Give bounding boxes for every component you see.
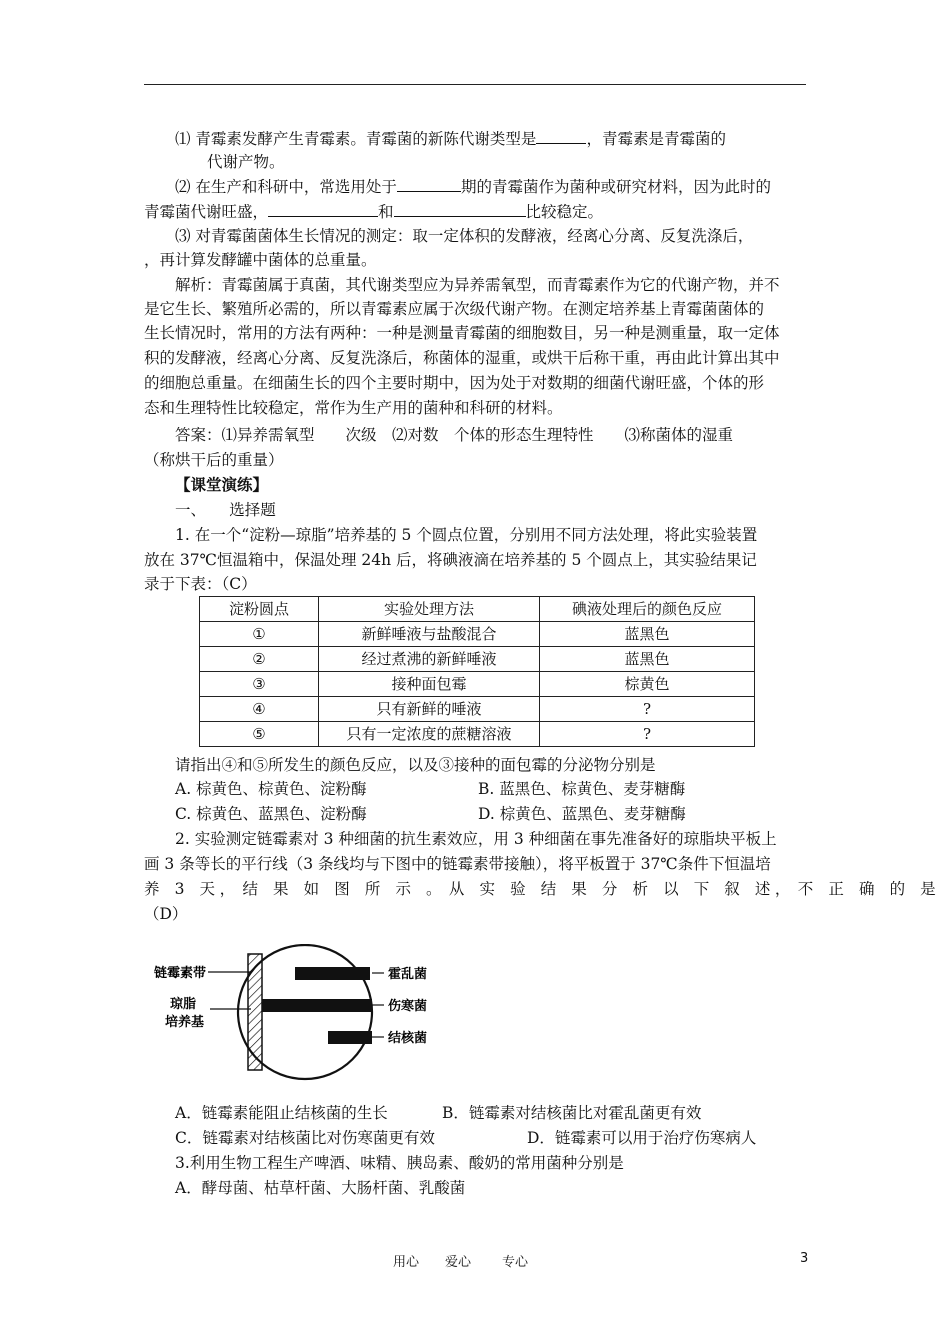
q2-stem-line: 2. 实验测定链霉素对 3 种细菌的抗生素效应，用 3 种细菌在事先准备好的琼脂块平板上 (175, 830, 777, 848)
page-number: 3 (800, 1251, 809, 1266)
streptomycin-experiment-figure (150, 944, 450, 1084)
label-typhoid: 伤寒菌 (388, 999, 428, 1014)
table-cell: ② (200, 647, 319, 672)
q1-option-d: D. 棕黄色、蓝黑色、麦芽糖酶 (478, 805, 686, 823)
q2-stem-line: 养 3 天 ， 结 果 如 图 所 示 。 从 实 验 结 果 分 析 以 下 叙 述 ， 不 正 确 的 是 (144, 880, 936, 898)
analysis-line: 积的发酵液，经离心分离、反复洗涤后，称菌体的湿重，或烘干后称干重，再由此计算出其中 (144, 349, 780, 367)
footer-motto: 专心 (502, 1255, 529, 1270)
table-cell: 只有新鲜的唾液 (319, 697, 540, 722)
table-cell: ③ (200, 672, 319, 697)
table-cell: 经过煮沸的新鲜唾液 (319, 647, 540, 672)
q1-stem-line: 放在 37℃恒温箱中，保温处理 24h 后，将碘液滴在培养基的 5 个圆点上，其实验结果记 (144, 551, 757, 569)
text: 期的青霉菌作为菌种或研究材料，因为此时的 (460, 178, 771, 196)
q2-stem-line: （D） (144, 905, 188, 923)
q-intro-line-4 (144, 200, 603, 223)
q2-option-c: C．链霉素对结核菌比对伤寒菌更有效 (175, 1129, 435, 1147)
table-header-cell: 实验处理方法 (319, 597, 540, 622)
text: 和 (378, 203, 394, 221)
table-cell: 只有一定浓度的蔗糖溶液 (319, 722, 540, 747)
q2-stem-line: 画 3 条等长的平行线（3 条线均与下图中的链霉素带接触），将平板置于 37℃条件下恒温培 (144, 855, 771, 873)
text: ，青霉素是青霉菌的 (586, 130, 726, 148)
q1-option-b: B. 蓝黑色、棕黄色、麦芽糖酶 (478, 780, 686, 798)
answer-blank-2 (397, 175, 461, 192)
text: ⑵ 在生产和科研中，常选用处于 (175, 178, 397, 196)
q-intro-line-6: ，再计算发酵罐中菌体的总重量。 (144, 251, 377, 269)
text: 比较稳定。 (525, 203, 604, 221)
table-header-cell: 淀粉圆点 (200, 597, 319, 622)
q2-option-b: B．链霉素对结核菌比对霍乱菌更有效 (442, 1104, 702, 1122)
table-cell: ⑤ (200, 722, 319, 747)
table-row (200, 722, 755, 747)
q1-stem-line: 录于下表：（C） (144, 575, 257, 593)
table-row (200, 672, 755, 697)
header-rule (144, 84, 806, 85)
answer-line-2: （称烘干后的重量） (144, 451, 284, 469)
table-cell: 蓝黑色 (540, 622, 755, 647)
answer-blank-1 (536, 127, 586, 144)
analysis-line: 生长情况时，常用的方法有两种：一种是测量青霉菌的细胞数目，另一种是测重量，取一定体 (144, 324, 780, 342)
q2-option-d: D．链霉素可以用于治疗伤寒病人 (527, 1129, 757, 1147)
q1-prompt: 请指出④和⑤所发生的颜色反应，以及③接种的面包霉的分泌物分别是 (175, 756, 656, 774)
table-cell: 新鲜唾液与盐酸混合 (319, 622, 540, 647)
analysis-line: 的细胞总重量。在细菌生长的四个主要时期中，因为处于对数期的细菌代谢旺盛，个体的形 (144, 374, 765, 392)
cholera-streak (295, 967, 370, 980)
table-header-cell: 碘液处理后的颜色反应 (540, 597, 755, 622)
label-streptomycin-strip: 链霉素带 (154, 966, 207, 981)
text: ⑴ 青霉素发酵产生青霉素。青霉菌的新陈代谢类型是 (175, 130, 537, 148)
label-agar: 琼脂 (170, 997, 197, 1012)
label-agar-medium: 培养基 (165, 1015, 205, 1030)
q1-option-c: C. 棕黄色、蓝黑色、淀粉酶 (175, 805, 367, 823)
q-intro-line-1 (175, 127, 726, 150)
footer-motto: 爱心 (445, 1255, 472, 1270)
q-intro-line-5: ⑶ 对青霉菌菌体生长情况的测定：取一定体积的发酵液，经离心分离、反复洗涤后， (175, 227, 754, 245)
part-title: 一、 选择题 (175, 501, 276, 519)
label-cholera: 霍乱菌 (388, 967, 428, 982)
q1-stem-line: 1. 在一个“淀粉—琼脂”培养基的 5 个圆点位置，分别用不同方法处理，将此实验装置 (175, 526, 758, 544)
q1-option-a: A. 棕黄色、棕黄色、淀粉酶 (175, 780, 367, 798)
q3-option-a: A．酵母菌、枯草杆菌、大肠杆菌、乳酸菌 (175, 1179, 466, 1197)
analysis-line: 态和生理特性比较稳定，常作为生产用的菌种和科研的材料。 (144, 399, 563, 417)
label-tuberculosis: 结核菌 (388, 1031, 428, 1046)
table-row (200, 697, 755, 722)
analysis-line: 是它生长、繁殖所必需的，所以青霉素应属于次级代谢产物。在测定培养基上青霉菌菌体的 (144, 300, 765, 318)
table-cell: 棕黄色 (540, 672, 755, 697)
footer-motto: 用心 (393, 1255, 420, 1270)
analysis-line: 解析：青霉菌属于真菌，其代谢类型应为异养需氧型，而青霉素作为它的代谢产物，并不 (175, 276, 780, 294)
q3-stem: 3.利用生物工程生产啤酒、味精、胰岛素、酸奶的常用菌种分别是 (175, 1154, 624, 1172)
tb-streak (328, 1031, 372, 1044)
text: 青霉菌代谢旺盛， (144, 203, 269, 221)
q2-option-a: A．链霉素能阻止结核菌的生长 (175, 1104, 388, 1122)
table-cell: ① (200, 622, 319, 647)
table-row (200, 647, 755, 672)
table-row (200, 622, 755, 647)
answer-blank-3 (268, 200, 378, 217)
table-cell: ④ (200, 697, 319, 722)
typhoid-streak (262, 999, 372, 1012)
answer-line-1: 答案：⑴异养需氧型 次级 ⑵对数 个体的形态生理特性 ⑶称菌体的湿重 (175, 426, 734, 444)
q-intro-line-2: 代谢产物。 (207, 153, 285, 171)
answer-blank-4 (394, 200, 526, 217)
q1-results-table (199, 596, 755, 747)
section-title: 【课堂演练】 (175, 475, 269, 494)
table-cell: ? (540, 722, 755, 747)
table-cell: ? (540, 697, 755, 722)
table-cell: 接种面包霉 (319, 672, 540, 697)
q-intro-line-3 (175, 175, 771, 198)
table-cell: 蓝黑色 (540, 647, 755, 672)
table-header-row (200, 597, 755, 622)
